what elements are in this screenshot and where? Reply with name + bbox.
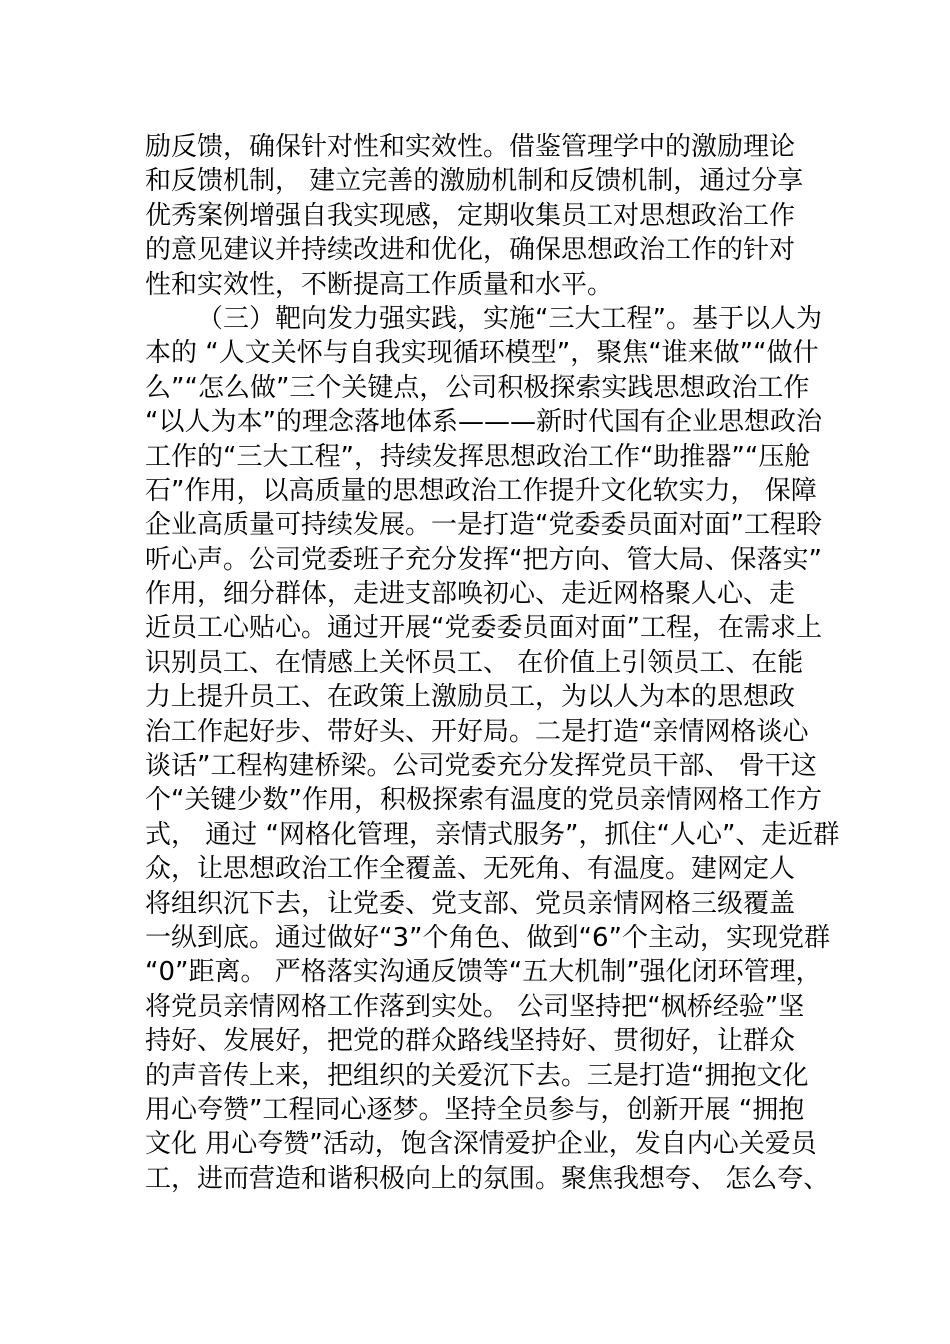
text-line-24: 一纵到底。通过做好“3”个角色、做到“6”个主动，实现党群 (145, 922, 830, 953)
text-line-30: 文化 用心夸赞”活动，饱含深情爱护企业，发自内心关爱员 (145, 1129, 817, 1160)
text-line-4: 的意见建议并持续改进和优化，确保思想政治工作的针对 (145, 235, 796, 266)
text-line-26: 将党员亲情网格工作落到实处。 公司坚持把“枫桥经验”坚 (145, 991, 805, 1022)
text-line-1: 励反馈，确保针对性和实效性。借鉴管理学中的激励理论 (145, 132, 796, 162)
text-line-18: 治工作起好步、带好头、开好局。二是打造“亲情网格谈心 (145, 716, 809, 747)
text-line-20: 个“关键少数”作用，积极探索有温度的党员亲情网格工作方 (145, 785, 822, 816)
text-line-19: 谈话”工程构建桥梁。公司党委充分发挥党员干部、 骨干这 (145, 751, 817, 782)
text-line-23: 将组织沉下去，让党委、党支部、党员亲情网格三级覆盖 (145, 888, 796, 919)
text-line-11: 石”作用，以高质量的思想政治工作提升文化软实力， 保障 (145, 475, 817, 506)
text-line-21: 式， 通过 “网格化管理，亲情式服务”，抓住“人心”、走近群 (145, 819, 840, 850)
text-line-29: 用心夸赞”工程同心逐梦。坚持全员参与，创新开展 “拥抱 (145, 1094, 805, 1125)
body-text (145, 130, 840, 1196)
text-line-22: 众，让思想政治工作全覆盖、无死角、有温度。建网定人 (145, 854, 796, 885)
text-line-17: 力上提升员工、在政策上激励员工，为以人为本的思想政 (145, 682, 796, 713)
text-line-8: 么”“怎么做”三个关键点，公司积极探索实践思想政治工作 (145, 372, 810, 403)
text-line-3: 优秀案例增强自我实现感，定期收集员工对思想政治工作 (145, 200, 796, 231)
text-line-25: “0”距离。 严格落实沟通反馈等“五大机制”强化闭环管理， (145, 957, 822, 988)
text-line-14: 作用，细分群体，走进支部唤初心、走近网格聚人心、走 (145, 579, 796, 610)
text-line-5: 性和实效性，不断提高工作质量和水平。 (145, 269, 614, 300)
text-line-27: 持好、发展好，把党的群众路线坚持好、贯彻好，让群众 (145, 1026, 796, 1057)
text-line-31: 工，进而营造和谐积极向上的氛围。聚焦我想夸、 怎么夸、 (145, 1163, 830, 1194)
text-line-2: 和反馈机制， 建立完善的激励机制和反馈机制，通过分享 (145, 166, 804, 197)
text-line-16: 识别员工、在情感上关怀员工、 在价值上引领员工、在能 (145, 647, 804, 678)
text-line-9: “以人为本”的理念落地体系———新时代国有企业思想政治 (145, 407, 822, 438)
text-line-28: 的声音传上来，把组织的关爱沉下去。三是打造“拥抱文化 (145, 1060, 809, 1091)
text-line-10: 工作的“三大工程”，持续发挥思想政治工作“助推器”“压舱 (145, 441, 811, 472)
text-line-12: 企业高质量可持续发展。一是打造“党委委员面对面”工程聆 (145, 510, 822, 541)
text-line-7: 本的 “人文关怀与自我实现循环模型”，聚焦“谁来做”“做什 (145, 338, 819, 369)
section-heading-line: （三）靶向发力强实践，实施“三大工程”。基于以人为 (197, 303, 822, 334)
text-line-15: 近员工心贴心。通过开展“党委委员面对面”工程，在需求上 (145, 613, 822, 644)
text-line-13: 听心声。公司党委班子充分发挥“把方向、管大局、保落实” (145, 544, 822, 575)
